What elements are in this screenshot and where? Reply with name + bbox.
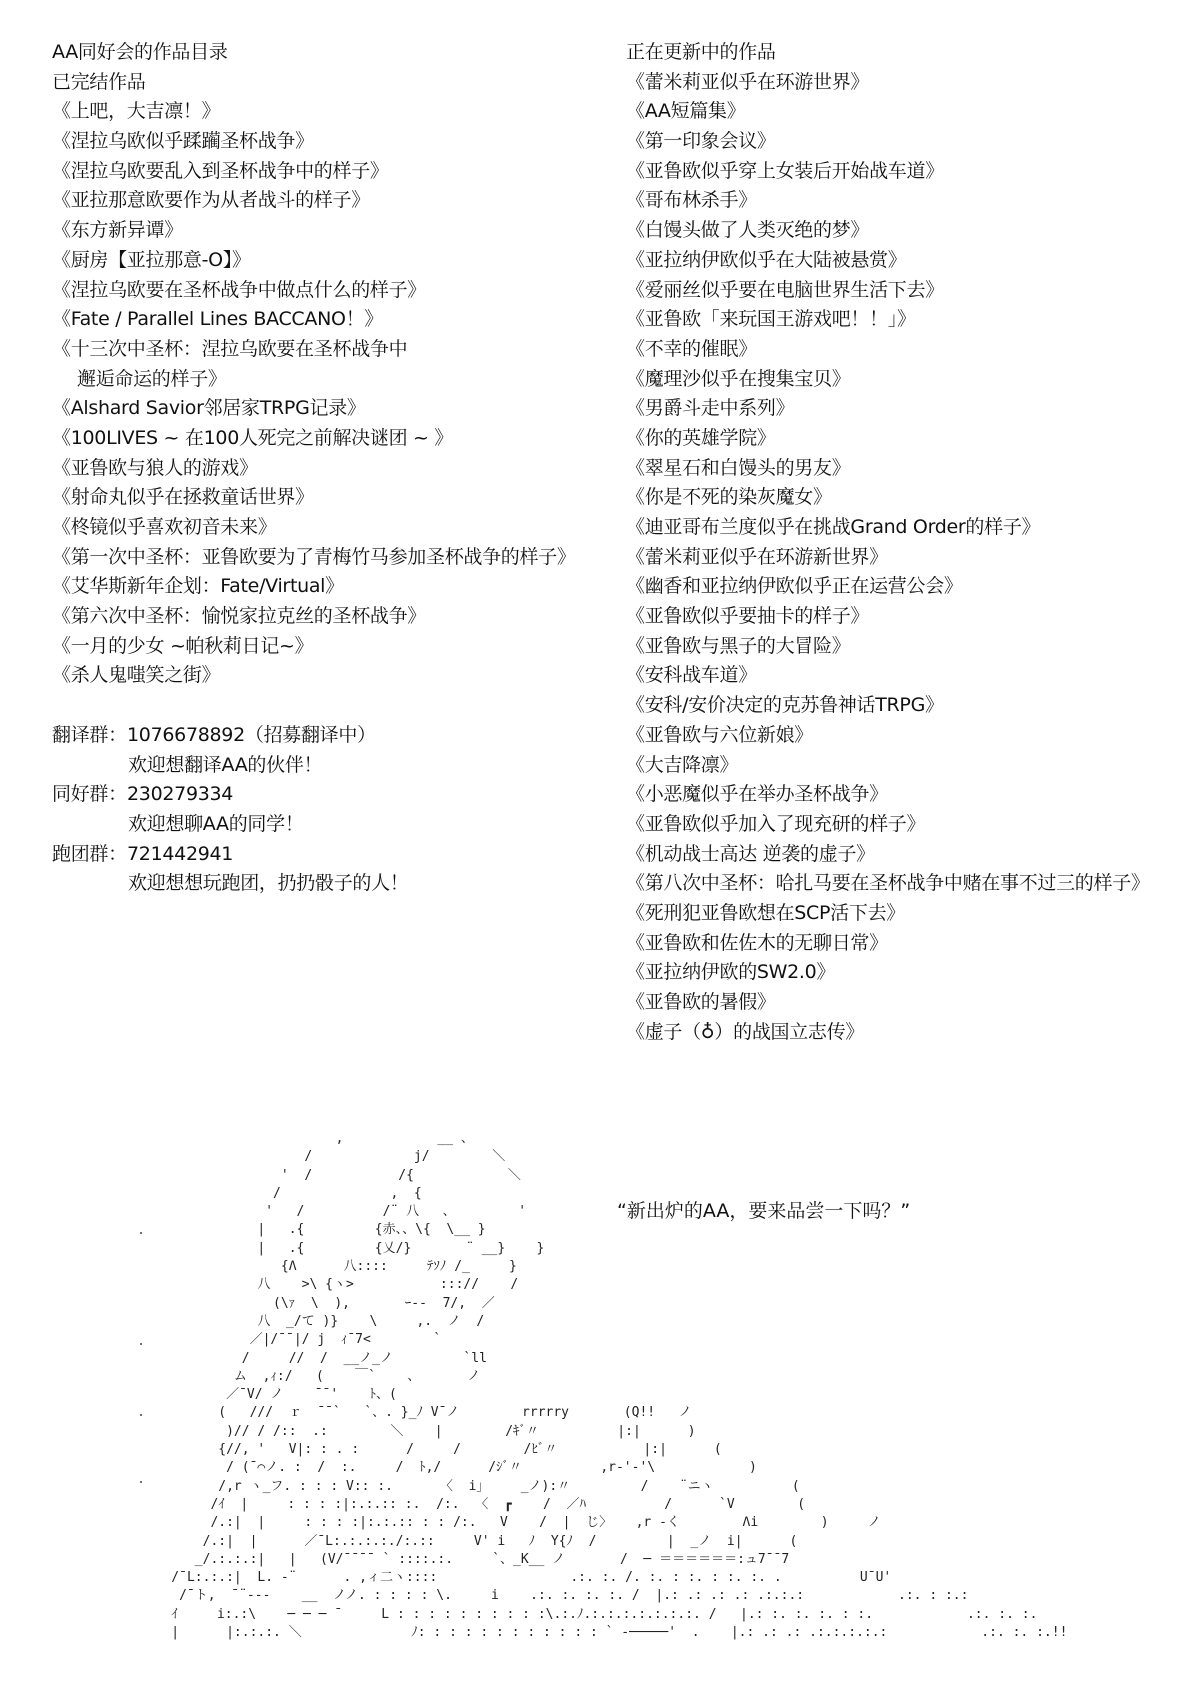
ongoing-works-column [626,38,1186,1047]
group-label: 跑团群： [52,842,127,865]
ongoing-work-item: 《虚子（♁）的战国立志传》 [626,1020,865,1043]
completed-work-item: 《Fate / Parallel Lines BACCANO！》 [52,308,384,331]
completed-work-item: 《十三次中圣杯：涅拉乌欧要在圣杯战争中 [52,337,408,360]
ongoing-work-item: 《亚鲁欧似乎加入了现充研的样子》 [626,812,926,835]
ongoing-work-item: 《男爵斗走中系列》 [626,397,795,420]
completed-work-item: 《厨房【亚拉那意-O】》 [52,248,251,271]
ongoing-work-item: 《第一印象会议》 [626,130,776,153]
ongoing-work-item: 《大吉降凛》 [626,753,739,776]
ongoing-work-item: 《机动战士高达 逆袭的虚子》 [626,842,875,865]
completed-work-item-continuation: 邂逅命运的样子》 [77,367,227,390]
group-label: 翻译群： [52,723,127,746]
speech-quote: “新出炉的AA，要来品尝一下吗？” [617,1200,911,1222]
completed-work-item: 《杀人鬼嗤笑之街》 [52,664,221,687]
completed-work-item: 《第六次中圣杯：愉悦家拉克丝的圣杯战争》 [52,605,427,628]
ongoing-work-item: 《亚鲁欧与六位新娘》 [626,723,814,746]
completed-work-item: 《亚拉那意欧要作为从者战斗的样子》 [52,189,370,212]
ongoing-work-item: 《安科战车道》 [626,664,757,687]
completed-work-item: 《一月的少女 ~帕秋莉日记~》 [52,634,314,657]
group-label: 同好群： [52,783,127,806]
completed-work-item: 《艾华斯新年企划：Fate/Virtual》 [52,575,344,598]
completed-work-item: 《涅拉乌欧要乱入到圣杯战争中的样子》 [52,159,389,182]
completed-work-item: 《涅拉乌欧似乎蹂躏圣杯战争》 [52,130,314,153]
group-row-trpg [52,840,612,870]
completed-work-item: 《100LIVES ~ 在100人死完之前解决谜团 ~ 》 [52,426,454,449]
completed-heading: 已完结作品 [52,70,146,93]
ongoing-work-item: 《蕾米莉亚似乎在环游新世界》 [626,545,888,568]
group-row-fans [52,780,612,810]
ongoing-work-item: 《你的英雄学院》 [626,426,776,449]
ongoing-work-item: 《蕾米莉亚似乎在环游世界》 [626,70,870,93]
ongoing-work-item: 《魔理沙似乎在搜集宝贝》 [626,367,851,390]
ongoing-work-item: 《第八次中圣杯：哈扎马要在圣杯战争中赌在事不过三的样子》 [626,872,1150,895]
ongoing-work-item: 《亚鲁欧似乎要抽卡的样子》 [626,605,870,628]
ongoing-heading: 正在更新中的作品 [626,41,776,63]
completed-work-item: 《东方新异谭》 [52,219,183,242]
catalog-title: AA同好会的作品目录 [52,41,228,63]
ongoing-work-item: 《亚鲁欧似乎穿上女装后开始战车道》 [626,159,944,182]
ongoing-work-item: 《亚拉纳伊欧似乎在大陆被悬赏》 [626,248,907,271]
ongoing-work-item: 《哥布林杀手》 [626,189,757,212]
completed-work-item: 《亚鲁欧与狼人的游戏》 [52,456,258,479]
completed-work-item: 《涅拉乌欧要在圣杯战争中做点什么的样子》 [52,278,427,301]
completed-work-item: 《第一次中圣杯：亚鲁欧要为了青梅竹马参加圣杯战争的样子》 [52,545,576,568]
completed-work-item: 《射命丸似乎在拯救童话世界》 [52,486,314,509]
ongoing-work-item: 《幽香和亚拉纳伊欧似乎正在运营公会》 [626,575,963,598]
ongoing-work-item: 《不幸的催眠》 [626,337,757,360]
ascii-art-illustration: , __ 、 / j/ ＼ ' / /{ ＼ / , { ' / /¨ 八 、 ' | .{ {赤、、\{ \__ } | .{ {乂/} ¨ __} } {Λ 八:::: ﾃｿﾉ /_ } 八 >\ {ヽ> :::// / (\ｧ \ ), ｰ-- 7/, ／ 八 _/て )} \ ,. ノ / ／|/¯¯|/ j ｨ¯7< ` / // / __ノ_ノ `ll ム ,ｨ:/ ( ￣` 、 ノ ／¯V/ ノ ¯¯' ﾄ、( ( /// ｒ ¯¯` `、. }_ﾉ V¯ノ rrrrry (Q!! ノ )// / /:: .: ＼ | /ｷﾞ〃 |:| ) {//, ' V|: : . : / / /ﾋﾞ〃 |:| ( / (¯⌒ノ. : / :. / ﾄ,/ /ｼﾞ〃 ,r‐'‐'\ ) /,r ヽ_フ. : : : V:: :. 〈 i」 _ノ):〃 / ¨ニヽ ( /ｲ | : : : :|:.:.:: :. /:. 〈 ┏ / ／ﾊ / `V ( /.:| | : : : :|:.:.:: : : /:. V / | じ〉 ,r ‐く Λi ) ノ /.:| | ／¯L:.:.:.:./:.:: V' i ﾉ Y{ﾉ / | _ノ i| ( _/.:.:.:| | (V/¯¯¯¯ ` ::::.:. `、_K__ ノ / ─ ＝＝＝＝＝＝:ュ7¯¯7 /¯L:.:.:| L. ‐¨ . ,ィ二ヽ:::: .:. :. /. :. : :. : :. :. . U¯U' /¯ト, ¯¨‐-- __ ノノ. : : : : \. i .:. :. :. :. / |.: .: .: .: .:.:.: .:. : :.: ｲ i:.:\ ─ ─ ─ ¯ L : : : : : : : : : :\.:.ﾉ.:.:.:.:.:.:.:. / |.: :. :. :. : :. .:. :. :. | |:.:.:. ＼ ﾉ: : : : : : : : : : : : ` ‐─────' . |.: .: .: .:.:.:.:.: .:. :. :.!! [171,1131,1068,1641]
group-number: 230279334 [127,783,234,806]
ongoing-work-item: 《亚鲁欧「来玩国王游戏吧！！」》 [626,308,916,331]
ongoing-work-item: 《死刑犯亚鲁欧想在SCP活下去》 [626,901,905,924]
ongoing-work-item: 《迪亚哥布兰度似乎在挑战Grand Order的样子》 [626,516,1041,538]
group-number: 1076678892（招募翻译中） [127,723,376,746]
ongoing-work-item: 《小恶魔似乎在举办圣杯战争》 [626,783,888,806]
group-description: 欢迎想想玩跑团，扔扔骰子的人！ [128,872,409,895]
ongoing-work-item: 《白馒头做了人类灭绝的梦》 [626,219,870,242]
ongoing-work-item: 《亚拉纳伊欧的SW2.0》 [626,961,836,984]
completed-work-item: 《上吧，大吉凛！》 [52,100,221,123]
group-number: 721442941 [127,842,234,865]
completed-works-column [52,38,612,899]
ongoing-work-item: 《你是不死的染灰魔女》 [626,486,832,509]
group-description: 欢迎想翻译AA的伙伴！ [128,753,323,776]
ongoing-work-item: 《安科/安价决定的克苏鲁神话TRPG》 [626,694,944,717]
group-description: 欢迎想聊AA的同学！ [128,812,304,835]
group-row-translation [52,721,612,751]
completed-work-item: 《柊镜似乎喜欢初音未来》 [52,516,277,538]
ongoing-work-item: 《亚鲁欧的暑假》 [626,991,776,1013]
group-info [52,721,612,899]
ongoing-work-item: 《AA短篇集》 [626,100,746,123]
ongoing-work-item: 《爱丽丝似乎要在电脑世界生活下去》 [626,278,944,301]
ongoing-work-item: 《亚鲁欧与黑子的大冒险》 [626,634,851,657]
section-spacer [52,691,612,721]
completed-work-item: 《Alshard Savior邻居家TRPG记录》 [52,397,366,420]
ongoing-work-item: 《亚鲁欧和佐佐木的无聊日常》 [626,931,888,954]
ongoing-work-item: 《翠星石和白馒头的男友》 [626,456,851,479]
